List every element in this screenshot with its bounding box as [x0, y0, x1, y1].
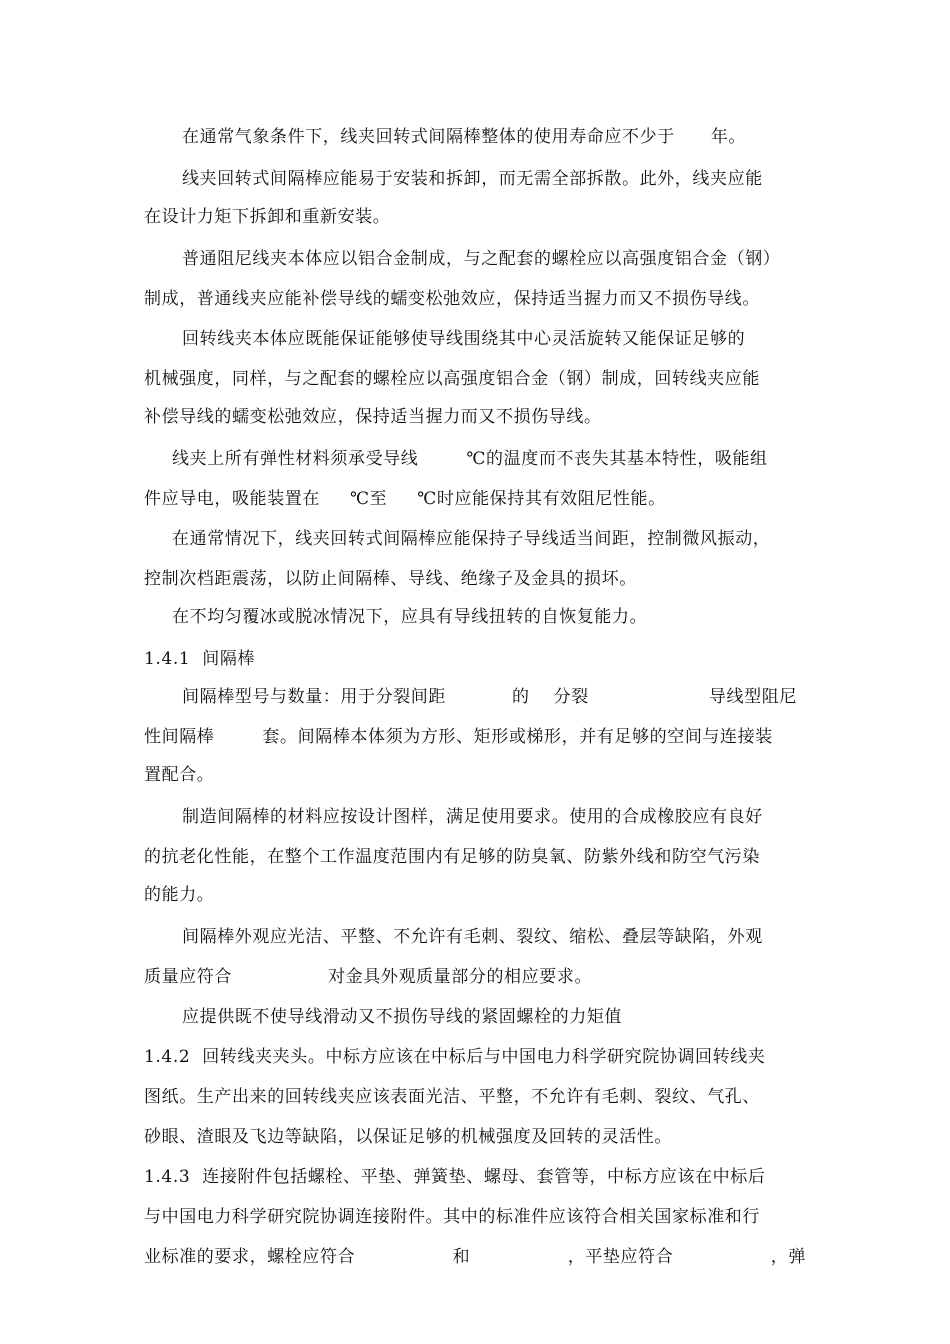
line3-part3: ，平垫应符合 — [567, 1247, 674, 1267]
spacer-appearance-line2: 质量应符合 对金具外观质量部分的相应要求。 — [144, 967, 593, 987]
paragraph-service-life: 在通常气象条件下，线夹回转式间隔棒整体的使用寿命应不少于 年。 — [182, 127, 747, 147]
paragraph-installation-line2: 在设计力矩下拆卸和重新安装。 — [144, 207, 391, 227]
section-heading-141: 1.4.1 间隔棒 — [144, 649, 256, 669]
spacer-model-line1: 间隔棒型号与数量：用于分裂间距 的 分裂 导线型阻尼 — [182, 687, 797, 707]
paragraph-elastic-material-line2: 件应导电，吸能装置在 ℃至 ℃时应能保持其有效阻尼性能。 — [144, 489, 666, 509]
line3-part2: 和 — [452, 1247, 471, 1267]
section-143-line3 — [144, 1246, 806, 1268]
paragraph-spacing-control-line2: 控制次档距震荡，以防止间隔棒、导线、绝缘子及金具的损坏。 — [144, 569, 637, 589]
spacer-appearance-line1: 间隔棒外观应光洁、平整、不允许有毛刺、裂纹、缩松、叠层等缺陷，外观 — [182, 927, 763, 947]
spacer-model-line2: 性间隔棒 套。间隔棒本体须为方形、矩形或梯形，并有足够的空间与连接装 — [144, 727, 773, 747]
paragraph-rotating-clamp-line1: 回转线夹本体应既能保证能够使导线围绕其中心灵活旋转又能保证足够的 — [182, 329, 746, 349]
spacer-model-line3: 置配合。 — [144, 765, 215, 785]
paragraph-rotating-clamp-line3: 补偿导线的蠕变松弛效应，保持适当握力而又不损伤导线。 — [144, 407, 602, 427]
paragraph-self-recovery: 在不均匀覆冰或脱冰情况下，应具有导线扭转的自恢复能力。 — [172, 607, 648, 627]
paragraph-spacing-control-line1: 在通常情况下，线夹回转式间隔棒应能保持子导线适当间距，控制微风振动， — [172, 529, 771, 549]
section-142-line1: 1.4.2 回转线夹夹头。中标方应该在中标后与中国电力科学研究院协调回转线夹 — [144, 1047, 766, 1067]
spacer-material-line2: 的抗老化性能，在整个工作温度范围内有足够的防臭氧、防紫外线和防空气污染 — [144, 847, 760, 867]
section-143-line1: 1.4.3 连接附件包括螺栓、平垫、弹簧垫、螺母、套管等，中标方应该在中标后 — [144, 1167, 766, 1187]
spacer-material-line3: 的能力。 — [144, 885, 215, 905]
line3-part4: ，弹 — [770, 1247, 806, 1267]
bolt-torque-paragraph: 应提供既不使导线滑动又不损伤导线的紧固螺栓的力矩值 — [182, 1007, 622, 1027]
line3-part1: 业标准的要求，螺栓应符合 — [144, 1247, 356, 1267]
section-142-line3: 砂眼、渣眼及飞边等缺陷，以保证足够的机械强度及回转的灵活性。 — [144, 1127, 672, 1147]
paragraph-installation-line1: 线夹回转式间隔棒应能易于安装和拆卸，而无需全部拆散。此外，线夹应能 — [182, 169, 763, 189]
paragraph-damping-clamp-line2: 制成，普通线夹应能补偿导线的蠕变松弛效应，保持适当握力而又不损伤导线。 — [144, 289, 760, 309]
paragraph-elastic-material-line1: 线夹上所有弹性材料须承受导线 ℃的温度而不丧失其基本特性，吸能组 — [172, 449, 768, 469]
paragraph-damping-clamp-line1: 普通阻尼线夹本体应以铝合金制成，与之配套的螺栓应以高强度铝合金（钢） — [182, 249, 781, 269]
paragraph-rotating-clamp-line2: 机械强度，同样，与之配套的螺栓应以高强度铝合金（钢）制成，回转线夹应能 — [144, 369, 760, 389]
section-143-line2: 与中国电力科学研究院协调连接附件。其中的标准件应该符合相关国家标准和行 — [144, 1207, 760, 1227]
spacer-material-line1: 制造间隔棒的材料应按设计图样，满足使用要求。使用的合成橡胶应有良好 — [182, 807, 763, 827]
section-142-line2: 图纸。生产出来的回转线夹应该表面光洁、平整，不允许有毛刺、裂纹、气孔、 — [144, 1087, 760, 1107]
